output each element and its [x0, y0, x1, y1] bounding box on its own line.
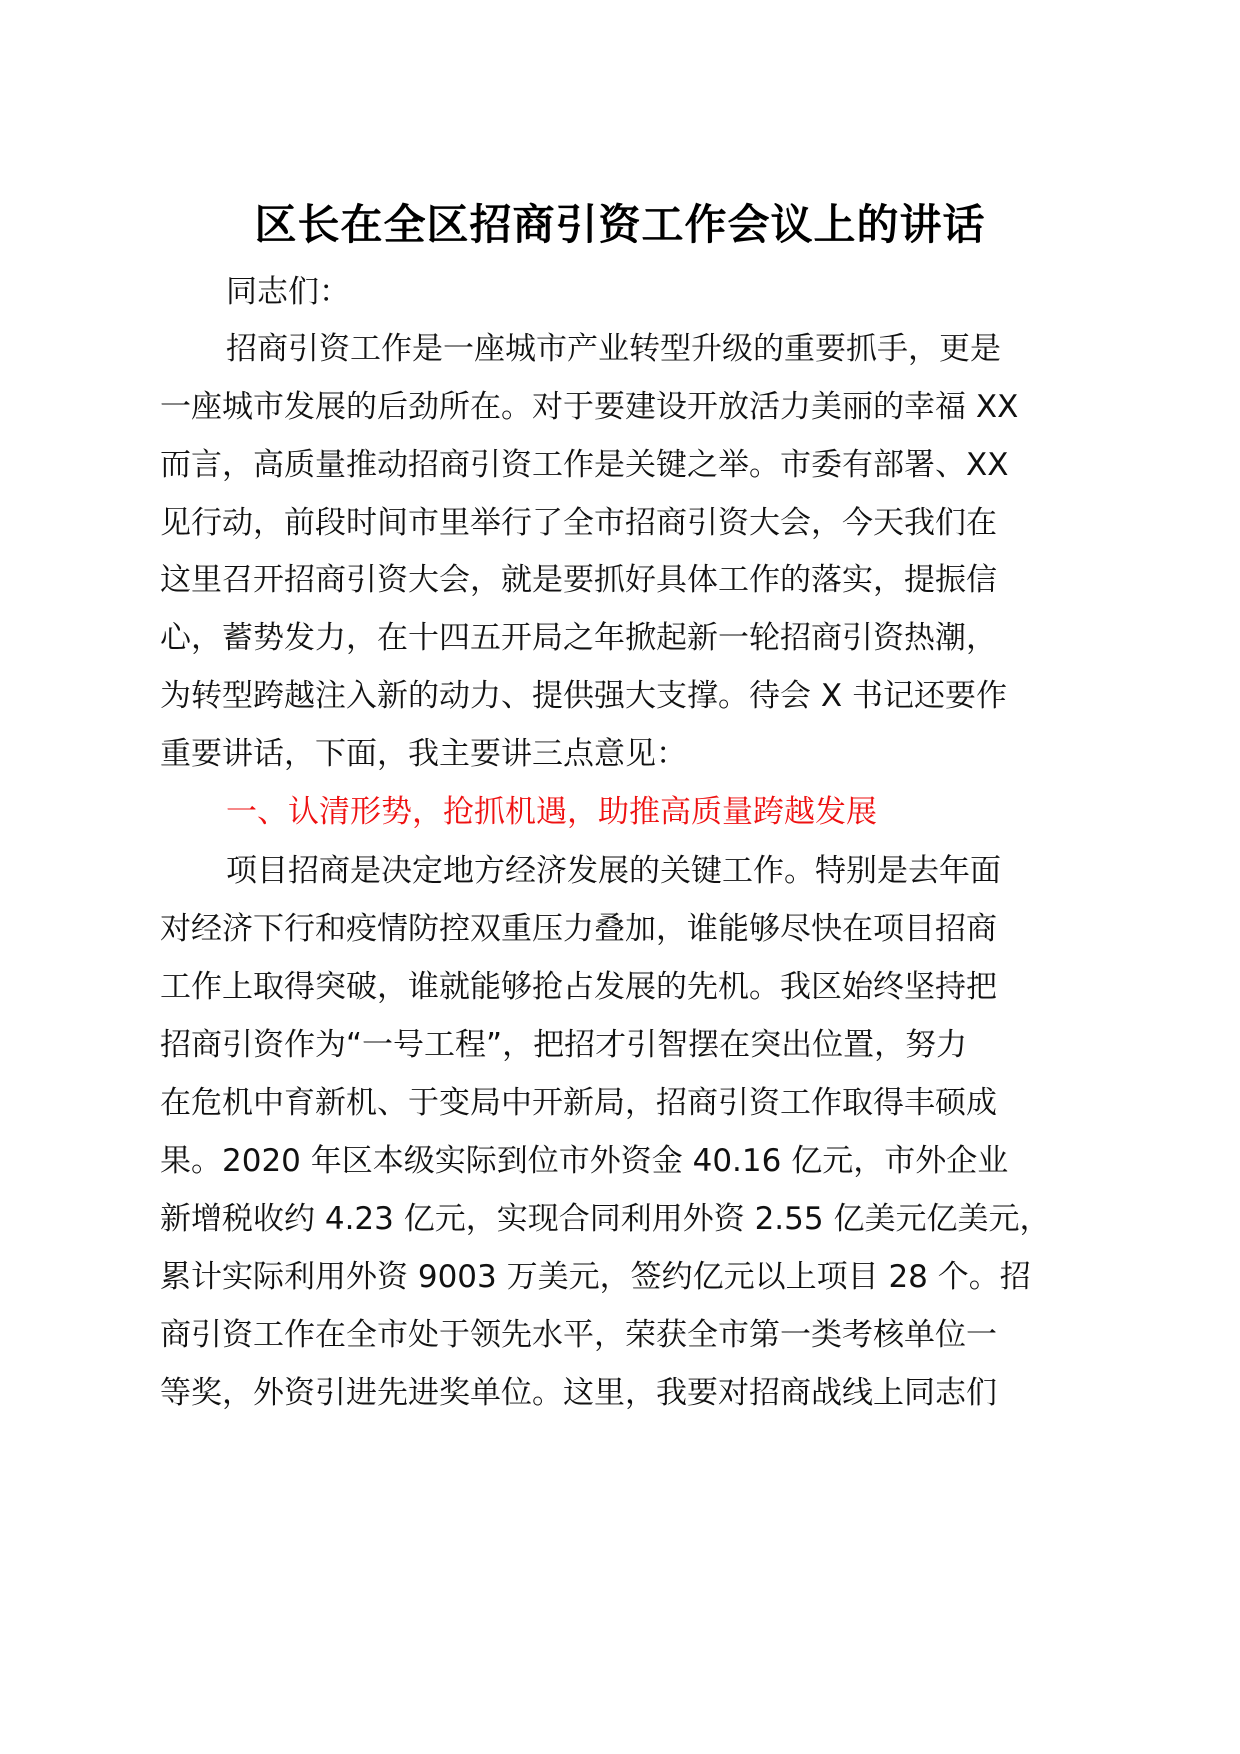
greeting: 同志们：: [226, 274, 350, 310]
paragraph-line: 累计实际利用外资 9003 万美元，签约亿元以上项目 28 个。招: [160, 1259, 1031, 1295]
section-heading: 一、认清形势，抢抓机遇，助推高质量跨越发展: [226, 794, 877, 830]
paragraph-line: 对经济下行和疫情防控双重压力叠加，谁能够尽快在项目招商: [160, 911, 997, 947]
paragraph-line: 重要讲话，下面，我主要讲三点意见：: [160, 736, 687, 772]
document-title: 区长在全区招商引资工作会议上的讲话: [254, 200, 986, 249]
paragraph-line: 招商引资作为“一号工程”，把招才引智摆在突出位置，努力: [160, 1027, 968, 1063]
paragraph-line: 工作上取得突破，谁就能够抢占发展的先机。我区始终坚持把: [160, 969, 997, 1005]
paragraph-line: 而言，高质量推动招商引资工作是关键之举。市委有部署、XX: [160, 447, 1009, 483]
paragraph-line: 果。2020 年区本级实际到位市外资金 40.16 亿元，市外企业: [160, 1143, 1009, 1179]
paragraph-line: 等奖，外资引进先进奖单位。这里，我要对招商战线上同志们: [160, 1375, 997, 1411]
paragraph-line: 新增税收约 4.23 亿元，实现合同利用外资 2.55 亿美元亿美元，: [160, 1201, 1051, 1237]
paragraph-line: 为转型跨越注入新的动力、提供强大支撑。待会 X 书记还要作: [160, 678, 1007, 714]
paragraph-line: 招商引资工作是一座城市产业转型升级的重要抓手，更是: [226, 331, 1001, 367]
paragraph-line: 心，蓄势发力，在十四五开局之年掀起新一轮招商引资热潮，: [160, 620, 997, 656]
paragraph-line: 商引资工作在全市处于领先水平，荣获全市第一类考核单位一: [160, 1317, 997, 1353]
paragraph-line: 这里召开招商引资大会，就是要抓好具体工作的落实，提振信: [160, 562, 997, 598]
paragraph-line: 在危机中育新机、于变局中开新局，招商引资工作取得丰硕成: [160, 1085, 997, 1121]
paragraph-line: 项目招商是决定地方经济发展的关键工作。特别是去年面: [226, 853, 1001, 889]
paragraph-line: 见行动，前段时间市里举行了全市招商引资大会，今天我们在: [160, 505, 997, 541]
paragraph-line: 一座城市发展的后劲所在。对于要建设开放活力美丽的幸福 XX: [160, 389, 1019, 425]
